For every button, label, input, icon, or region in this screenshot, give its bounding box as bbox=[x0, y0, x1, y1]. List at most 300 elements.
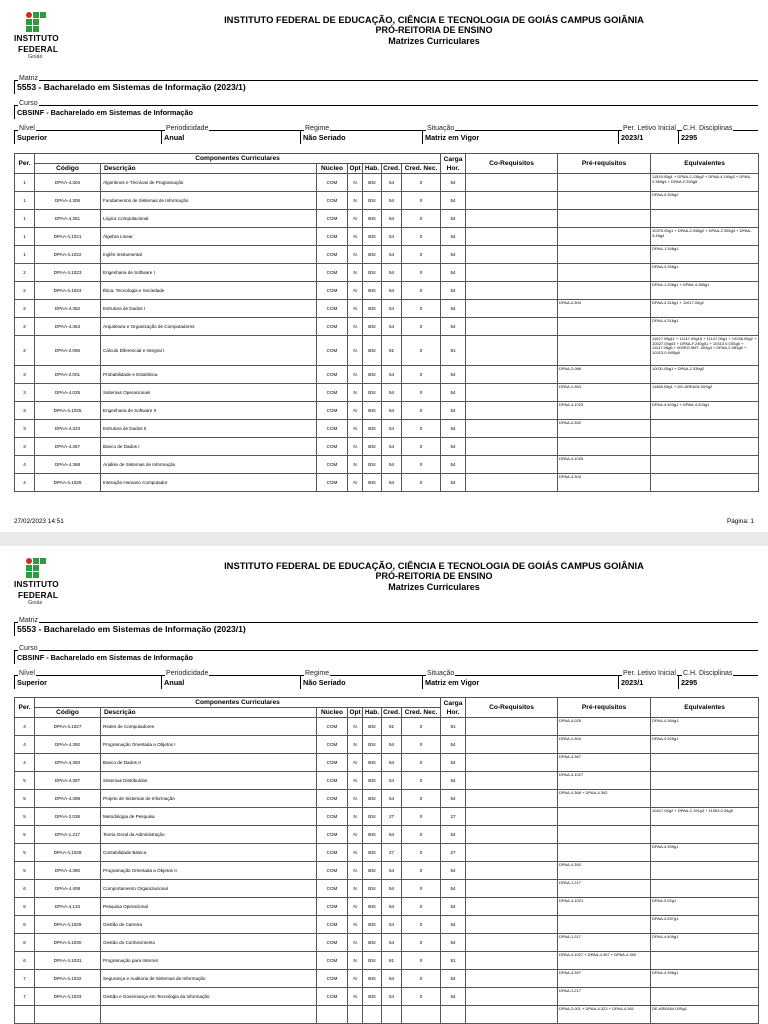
table-row bbox=[15, 898, 759, 916]
row-hab: BSI bbox=[363, 844, 382, 862]
row-opt: N bbox=[348, 898, 363, 916]
logo-line-2: FEDERAL bbox=[18, 45, 59, 54]
row-carga: 54 bbox=[441, 916, 466, 934]
table-row bbox=[15, 916, 759, 934]
row-cred: 54 bbox=[382, 384, 402, 402]
row-descricao: Fundamentos de Sistemas de Informação bbox=[101, 192, 317, 210]
row-cred: 54 bbox=[382, 420, 402, 438]
row-prereq: DPAA-1.217 bbox=[558, 988, 651, 1006]
row-descricao: Cálculo Diferencial e Integral I bbox=[101, 336, 317, 366]
row-carga: 54 bbox=[441, 318, 466, 336]
table-row bbox=[15, 300, 759, 318]
row-cred: 54 bbox=[382, 772, 402, 790]
row-opt: N bbox=[348, 210, 363, 228]
row-cred: 54 bbox=[382, 934, 402, 952]
row-prereq bbox=[558, 210, 651, 228]
row-per: 4 bbox=[15, 736, 35, 754]
row-hab: BSI bbox=[363, 862, 382, 880]
table-row bbox=[15, 880, 759, 898]
row-codigo: DPAA-4.408 bbox=[35, 880, 101, 898]
row-per: 2 bbox=[15, 282, 35, 300]
row-nucleo: COM bbox=[317, 384, 348, 402]
field-matriz bbox=[14, 617, 758, 636]
row-per: 3 bbox=[15, 438, 35, 456]
row-nucleo: COM bbox=[317, 772, 348, 790]
row-equiv: DPAA-4.305g2 bbox=[651, 192, 759, 210]
table-row bbox=[15, 246, 759, 264]
row-carga: 81 bbox=[441, 952, 466, 970]
row-codigo: DPAA-4.363 bbox=[35, 318, 101, 336]
field-matriz-value: 5553 - Bacharelado em Sistemas de Informação (2023/1) bbox=[17, 624, 246, 634]
row-equiv bbox=[651, 456, 759, 474]
row-hab: BSI bbox=[363, 300, 382, 318]
row-cred: 54 bbox=[382, 366, 402, 384]
row-hab: BSI bbox=[363, 228, 382, 246]
row-cred: 81 bbox=[382, 952, 402, 970]
table-row bbox=[15, 790, 759, 808]
header-titles bbox=[120, 14, 748, 47]
field-matriz-label: Matriz bbox=[19, 617, 39, 624]
row-per: 6 bbox=[15, 880, 35, 898]
row-cred-nec: 0 bbox=[402, 210, 441, 228]
row-cred: 54 bbox=[382, 970, 402, 988]
row-per: 5 bbox=[15, 844, 35, 862]
table-row bbox=[15, 826, 759, 844]
row-prereq: DPAA-1.217 bbox=[558, 934, 651, 952]
row-carga: 54 bbox=[441, 456, 466, 474]
document-title: Matrizes Curriculares bbox=[388, 582, 480, 592]
row-equiv: DPAA-4.399g1 bbox=[651, 844, 759, 862]
row-nucleo: COM bbox=[317, 438, 348, 456]
row-hab: BSI bbox=[363, 474, 382, 492]
row-codigo: DPAA-4.1025 bbox=[35, 402, 101, 420]
field-per-letivo bbox=[618, 670, 678, 689]
row-carga: 27 bbox=[441, 808, 466, 826]
row-per: 1 bbox=[15, 228, 35, 246]
row-hab: BSI bbox=[363, 210, 382, 228]
field-curso bbox=[14, 645, 758, 664]
row-opt: N bbox=[348, 844, 363, 862]
row-descricao: Banco de Dados II bbox=[101, 754, 317, 772]
row-per: 2 bbox=[15, 264, 35, 282]
field-ch-label: C.H. Disciplinas bbox=[683, 125, 733, 132]
page-2 bbox=[0, 546, 768, 1024]
row-per bbox=[15, 1006, 35, 1024]
row-descricao: Estrutura de Dados I bbox=[101, 300, 317, 318]
row-descricao: Sistemas Operacionais bbox=[101, 384, 317, 402]
row-codigo: DPAA-4.1022 bbox=[35, 246, 101, 264]
row-opt: N bbox=[348, 192, 363, 210]
table-row bbox=[15, 934, 759, 952]
row-coreq bbox=[466, 282, 558, 300]
logo-mark-icon bbox=[26, 558, 66, 578]
row-hab: BSI bbox=[363, 754, 382, 772]
row-hab: BSI bbox=[363, 916, 382, 934]
row-per: 2 bbox=[15, 318, 35, 336]
row-coreq bbox=[466, 934, 558, 952]
row-per: 5 bbox=[15, 862, 35, 880]
row-per: 3 bbox=[15, 384, 35, 402]
field-matriz bbox=[14, 75, 758, 94]
field-curso-label: Curso bbox=[19, 645, 38, 652]
row-codigo: DPAA-4.1030 bbox=[35, 934, 101, 952]
field-per-letivo-label: Per. Letivo Inicial bbox=[623, 125, 676, 132]
row-nucleo: COM bbox=[317, 826, 348, 844]
field-regime bbox=[300, 670, 422, 689]
row-coreq bbox=[466, 210, 558, 228]
row-coreq bbox=[466, 366, 558, 384]
row-carga: 54 bbox=[441, 754, 466, 772]
row-opt: N bbox=[348, 880, 363, 898]
row-carga bbox=[441, 1006, 466, 1024]
field-nivel-label: Nível bbox=[19, 125, 35, 132]
row-cred: 54 bbox=[382, 174, 402, 192]
row-codigo: DPAA-4.397 bbox=[35, 772, 101, 790]
row-equiv: DPAA-4.364g1 bbox=[651, 718, 759, 736]
row-equiv: DPAA-4.315g1 + 11017.05g2 bbox=[651, 300, 759, 318]
row-cred-nec: 0 bbox=[402, 336, 441, 366]
field-nivel-value: Superior bbox=[17, 678, 48, 687]
row-cred: 54 bbox=[382, 282, 402, 300]
row-coreq bbox=[466, 718, 558, 736]
row-carga: 54 bbox=[441, 402, 466, 420]
row-equiv: 11485.05g1 + DE-AREA04.00Sg2 bbox=[651, 384, 759, 402]
field-nivel-label: Nível bbox=[19, 670, 35, 677]
row-nucleo: COM bbox=[317, 754, 348, 772]
row-carga: 54 bbox=[441, 384, 466, 402]
row-nucleo: COM bbox=[317, 952, 348, 970]
row-carga: 54 bbox=[441, 228, 466, 246]
row-descricao: Engenharia de Software I bbox=[101, 264, 317, 282]
row-prereq bbox=[558, 246, 651, 264]
field-situacao-label: Situação bbox=[427, 125, 455, 132]
row-hab: BSI bbox=[363, 384, 382, 402]
table-row bbox=[15, 438, 759, 456]
field-regime-value: Não Seriado bbox=[303, 133, 346, 142]
row-nucleo: COM bbox=[317, 790, 348, 808]
row-prereq: DPAA-4.397 bbox=[558, 970, 651, 988]
row-prereq: DPAA-4.304 bbox=[558, 300, 651, 318]
row-carga: 54 bbox=[441, 736, 466, 754]
row-carga: 54 bbox=[441, 192, 466, 210]
row-cred-nec bbox=[402, 1006, 441, 1024]
row-cred: 27 bbox=[382, 844, 402, 862]
row-carga: 54 bbox=[441, 898, 466, 916]
field-periodicidade-value: Anual bbox=[164, 678, 185, 687]
row-hab: BSI bbox=[363, 880, 382, 898]
col-componentes: Componentes Curriculares bbox=[35, 154, 441, 164]
row-coreq bbox=[466, 862, 558, 880]
table-row bbox=[15, 772, 759, 790]
row-prereq: DPAA-4.367 bbox=[558, 754, 651, 772]
row-cred: 54 bbox=[382, 456, 402, 474]
row-per: 6 bbox=[15, 952, 35, 970]
logo-line-1: INSTITUTO bbox=[14, 34, 59, 43]
row-descricao: Programação para Internet bbox=[101, 952, 317, 970]
row-coreq bbox=[466, 192, 558, 210]
table-row bbox=[15, 384, 759, 402]
row-prereq bbox=[558, 192, 651, 210]
row-nucleo: COM bbox=[317, 246, 348, 264]
row-opt: N bbox=[348, 384, 363, 402]
row-nucleo: COM bbox=[317, 988, 348, 1006]
row-descricao: Engenharia de Software II bbox=[101, 402, 317, 420]
row-cred: 54 bbox=[382, 246, 402, 264]
row-codigo: DPAA-4.392 bbox=[35, 736, 101, 754]
row-nucleo: COM bbox=[317, 420, 348, 438]
row-cred: 54 bbox=[382, 192, 402, 210]
row-carga: 54 bbox=[441, 366, 466, 384]
row-per: 1 bbox=[15, 174, 35, 192]
row-coreq bbox=[466, 898, 558, 916]
logo-line-3: Goiás bbox=[28, 600, 43, 606]
row-carga: 54 bbox=[441, 174, 466, 192]
row-equiv: DPAA-4.537g1 bbox=[651, 916, 759, 934]
field-nivel-value: Superior bbox=[17, 133, 48, 142]
col-coreq: Co-Requisitos bbox=[466, 698, 558, 718]
col-descricao: Descrição bbox=[101, 164, 317, 174]
row-cred-nec: 0 bbox=[402, 970, 441, 988]
field-situacao bbox=[422, 125, 618, 144]
row-carga: 54 bbox=[441, 474, 466, 492]
row-hab: BSI bbox=[363, 318, 382, 336]
field-periodicidade-label: Periodicidade bbox=[166, 125, 209, 132]
row-equiv: DE-AREA04.00Sg1 bbox=[651, 1006, 759, 1024]
row-cred-nec: 0 bbox=[402, 880, 441, 898]
row-codigo bbox=[35, 1006, 101, 1024]
row-codigo: DPAA-4.398 bbox=[35, 790, 101, 808]
row-carga: 54 bbox=[441, 420, 466, 438]
row-cred-nec: 0 bbox=[402, 456, 441, 474]
row-prereq: DPAA-4.1021 bbox=[558, 898, 651, 916]
row-nucleo: COM bbox=[317, 474, 348, 492]
row-equiv: 10370.05g1 + DPAA-2.058g2 + DPAA-2.395g3 + DPAA-3.45g4 bbox=[651, 228, 759, 246]
row-coreq bbox=[466, 174, 558, 192]
page-header bbox=[0, 546, 768, 610]
row-cred: 54 bbox=[382, 790, 402, 808]
row-prereq: DPAA-4.304 bbox=[558, 736, 651, 754]
institution-title: INSTITUTO FEDERAL DE EDUCAÇÃO, CIÊNCIA E TECNOLOGIA DE GOIÁS CAMPUS GOIÂNIA bbox=[224, 560, 644, 571]
row-cred-nec: 0 bbox=[402, 192, 441, 210]
field-situacao-value: Matriz em Vigor bbox=[425, 133, 480, 142]
row-hab: BSI bbox=[363, 282, 382, 300]
row-cred-nec: 0 bbox=[402, 934, 441, 952]
row-codigo: DPAA-4.323 bbox=[35, 420, 101, 438]
row-descricao: Ética, Tecnologia e Sociedade bbox=[101, 282, 317, 300]
page-header bbox=[0, 0, 768, 64]
row-descricao: Álgebra Linear bbox=[101, 228, 317, 246]
col-per: Per. bbox=[15, 698, 35, 718]
row-coreq bbox=[466, 402, 558, 420]
table-row bbox=[15, 174, 759, 192]
row-descricao: Programação Orientada a Objetos I bbox=[101, 736, 317, 754]
row-codigo: DPAA-1.217 bbox=[35, 826, 101, 844]
row-descricao: Análise de Sistemas de Informação bbox=[101, 456, 317, 474]
row-nucleo: COM bbox=[317, 808, 348, 826]
row-nucleo: COM bbox=[317, 192, 348, 210]
row-coreq bbox=[466, 420, 558, 438]
row-cred: 54 bbox=[382, 826, 402, 844]
col-cred-nec: Cred. Nec. bbox=[402, 708, 441, 718]
field-ch bbox=[678, 670, 758, 689]
col-nucleo: Núcleo bbox=[317, 164, 348, 174]
row-hab bbox=[363, 1006, 382, 1024]
row-cred: 81 bbox=[382, 718, 402, 736]
row-equiv: 11027.05g11 + 11147.05g15 + 11147.05g1 + 10258.05g2 + 10027.05g03 + DPAA-F.240g01 + 10313.0.03Sg5 + 11147.05g6 + 000RG.9MT..003g4 + DPAA-2.081g5 + 10313.0.9/05g9 bbox=[651, 336, 759, 366]
row-carga: 81 bbox=[441, 718, 466, 736]
table-row bbox=[15, 402, 759, 420]
row-equiv: 10417.05g2 + DPAA-2.191g3 + 11053.0.34g5 bbox=[651, 808, 759, 826]
row-cred: 27 bbox=[382, 808, 402, 826]
row-cred-nec: 0 bbox=[402, 366, 441, 384]
row-descricao: Contabilidade Básica bbox=[101, 844, 317, 862]
row-codigo: DPAA-2.036 bbox=[35, 808, 101, 826]
row-equiv: DPAA-4.316g1 bbox=[651, 318, 759, 336]
row-per: 3 bbox=[15, 420, 35, 438]
row-per: 3 bbox=[15, 402, 35, 420]
row-coreq bbox=[466, 246, 558, 264]
row-opt: N bbox=[348, 456, 363, 474]
row-opt: N bbox=[348, 438, 363, 456]
row-opt: N bbox=[348, 772, 363, 790]
row-nucleo: COM bbox=[317, 264, 348, 282]
field-situacao bbox=[422, 670, 618, 689]
row-nucleo: COM bbox=[317, 916, 348, 934]
col-descricao: Descrição bbox=[101, 708, 317, 718]
row-coreq bbox=[466, 808, 558, 826]
row-coreq bbox=[466, 988, 558, 1006]
row-coreq bbox=[466, 790, 558, 808]
row-prereq bbox=[558, 228, 651, 246]
row-coreq bbox=[466, 474, 558, 492]
row-coreq bbox=[466, 1006, 558, 1024]
row-prereq bbox=[558, 264, 651, 282]
col-carga: Carga Hor. bbox=[441, 154, 466, 174]
row-descricao: Segurança e Auditoria de Sistemas de Informação bbox=[101, 970, 317, 988]
row-opt: N bbox=[348, 420, 363, 438]
field-curso-value: CBSINF - Bacharelado em Sistemas de Informação bbox=[17, 653, 193, 662]
col-opt: Opt bbox=[349, 165, 361, 172]
row-cred: 54 bbox=[382, 754, 402, 772]
row-per: 5 bbox=[15, 826, 35, 844]
row-prereq: DPAA-4.363 bbox=[558, 384, 651, 402]
footer-page: Página: 1 bbox=[726, 518, 754, 525]
row-hab: BSI bbox=[363, 438, 382, 456]
row-cred-nec: 0 bbox=[402, 988, 441, 1006]
row-equiv bbox=[651, 880, 759, 898]
row-codigo: DPAA-4.1032 bbox=[35, 970, 101, 988]
row-cred: 54 bbox=[382, 916, 402, 934]
row-prereq bbox=[558, 916, 651, 934]
institution-logo bbox=[14, 12, 66, 60]
row-descricao: Metodologia de Pesquisa bbox=[101, 808, 317, 826]
row-cred: 54 bbox=[382, 736, 402, 754]
row-equiv bbox=[651, 862, 759, 880]
row-per: 6 bbox=[15, 898, 35, 916]
row-cred-nec: 0 bbox=[402, 862, 441, 880]
row-opt: N bbox=[348, 862, 363, 880]
row-cred-nec: 0 bbox=[402, 718, 441, 736]
row-opt bbox=[348, 1006, 363, 1024]
row-hab: BSI bbox=[363, 174, 382, 192]
row-hab: BSI bbox=[363, 366, 382, 384]
row-carga: 54 bbox=[441, 988, 466, 1006]
field-curso bbox=[14, 100, 758, 119]
row-carga: 54 bbox=[441, 970, 466, 988]
row-codigo: DPAA-4.1024 bbox=[35, 282, 101, 300]
row-prereq bbox=[558, 174, 651, 192]
row-codigo: DPAA-2.086 bbox=[35, 336, 101, 366]
field-regime-value: Não Seriado bbox=[303, 678, 346, 687]
row-descricao: Gestão do Conhecimento bbox=[101, 934, 317, 952]
row-opt: N bbox=[348, 402, 363, 420]
row-carga: 27 bbox=[441, 844, 466, 862]
col-codigo: Código bbox=[35, 708, 101, 718]
row-per: 4 bbox=[15, 474, 35, 492]
row-descricao: Pesquisa Operacional bbox=[101, 898, 317, 916]
row-descricao: Teoria Geral da Administração bbox=[101, 826, 317, 844]
row-cred-nec: 0 bbox=[402, 826, 441, 844]
row-equiv bbox=[651, 952, 759, 970]
row-cred: 81 bbox=[382, 336, 402, 366]
col-coreq: Co-Requisitos bbox=[466, 154, 558, 174]
curriculum-table bbox=[14, 697, 759, 1024]
table-row bbox=[15, 988, 759, 1006]
row-codigo: DPAA-4.1031 bbox=[35, 952, 101, 970]
row-codigo: DPAA-4.1026 bbox=[35, 474, 101, 492]
field-matriz-value: 5553 - Bacharelado em Sistemas de Informação (2023/1) bbox=[17, 82, 246, 92]
field-regime-label: Regime bbox=[305, 125, 330, 132]
institution-title: INSTITUTO FEDERAL DE EDUCAÇÃO, CIÊNCIA E TECNOLOGIA DE GOIÁS CAMPUS GOIÂNIA bbox=[224, 14, 644, 25]
col-equiv: Equivalentes bbox=[651, 154, 759, 174]
row-opt: N bbox=[348, 808, 363, 826]
row-codigo: DPAA-4.352 bbox=[35, 300, 101, 318]
row-hab: BSI bbox=[363, 934, 382, 952]
table-row bbox=[15, 282, 759, 300]
row-per: 5 bbox=[15, 808, 35, 826]
row-prereq: DPAA-4.1027 + DPAA-4.367 + DPAA-4.392 bbox=[558, 952, 651, 970]
row-prereq: DPAA-4.1027 bbox=[558, 772, 651, 790]
row-opt: N bbox=[348, 970, 363, 988]
table-row bbox=[15, 862, 759, 880]
row-per: 2 bbox=[15, 336, 35, 366]
row-equiv bbox=[651, 790, 759, 808]
row-prereq: DPAA-4.304 bbox=[558, 474, 651, 492]
row-per: 1 bbox=[15, 246, 35, 264]
row-per: 1 bbox=[15, 192, 35, 210]
row-carga: 54 bbox=[441, 862, 466, 880]
row-opt: N bbox=[348, 282, 363, 300]
row-opt: N bbox=[348, 474, 363, 492]
row-nucleo: COM bbox=[317, 456, 348, 474]
row-hab: BSI bbox=[363, 952, 382, 970]
row-coreq bbox=[466, 300, 558, 318]
row-nucleo bbox=[317, 1006, 348, 1024]
row-coreq bbox=[466, 772, 558, 790]
row-hab: BSI bbox=[363, 246, 382, 264]
row-codigo: DPAA-4.360 bbox=[35, 862, 101, 880]
table-row bbox=[15, 718, 759, 736]
row-coreq bbox=[466, 228, 558, 246]
institution-logo bbox=[14, 558, 66, 606]
row-hab: BSI bbox=[363, 826, 382, 844]
field-ch bbox=[678, 125, 758, 144]
row-codigo: DPAA-4.304 bbox=[35, 174, 101, 192]
row-opt: N bbox=[348, 754, 363, 772]
row-carga: 54 bbox=[441, 934, 466, 952]
row-coreq bbox=[466, 336, 558, 366]
row-coreq bbox=[466, 736, 558, 754]
